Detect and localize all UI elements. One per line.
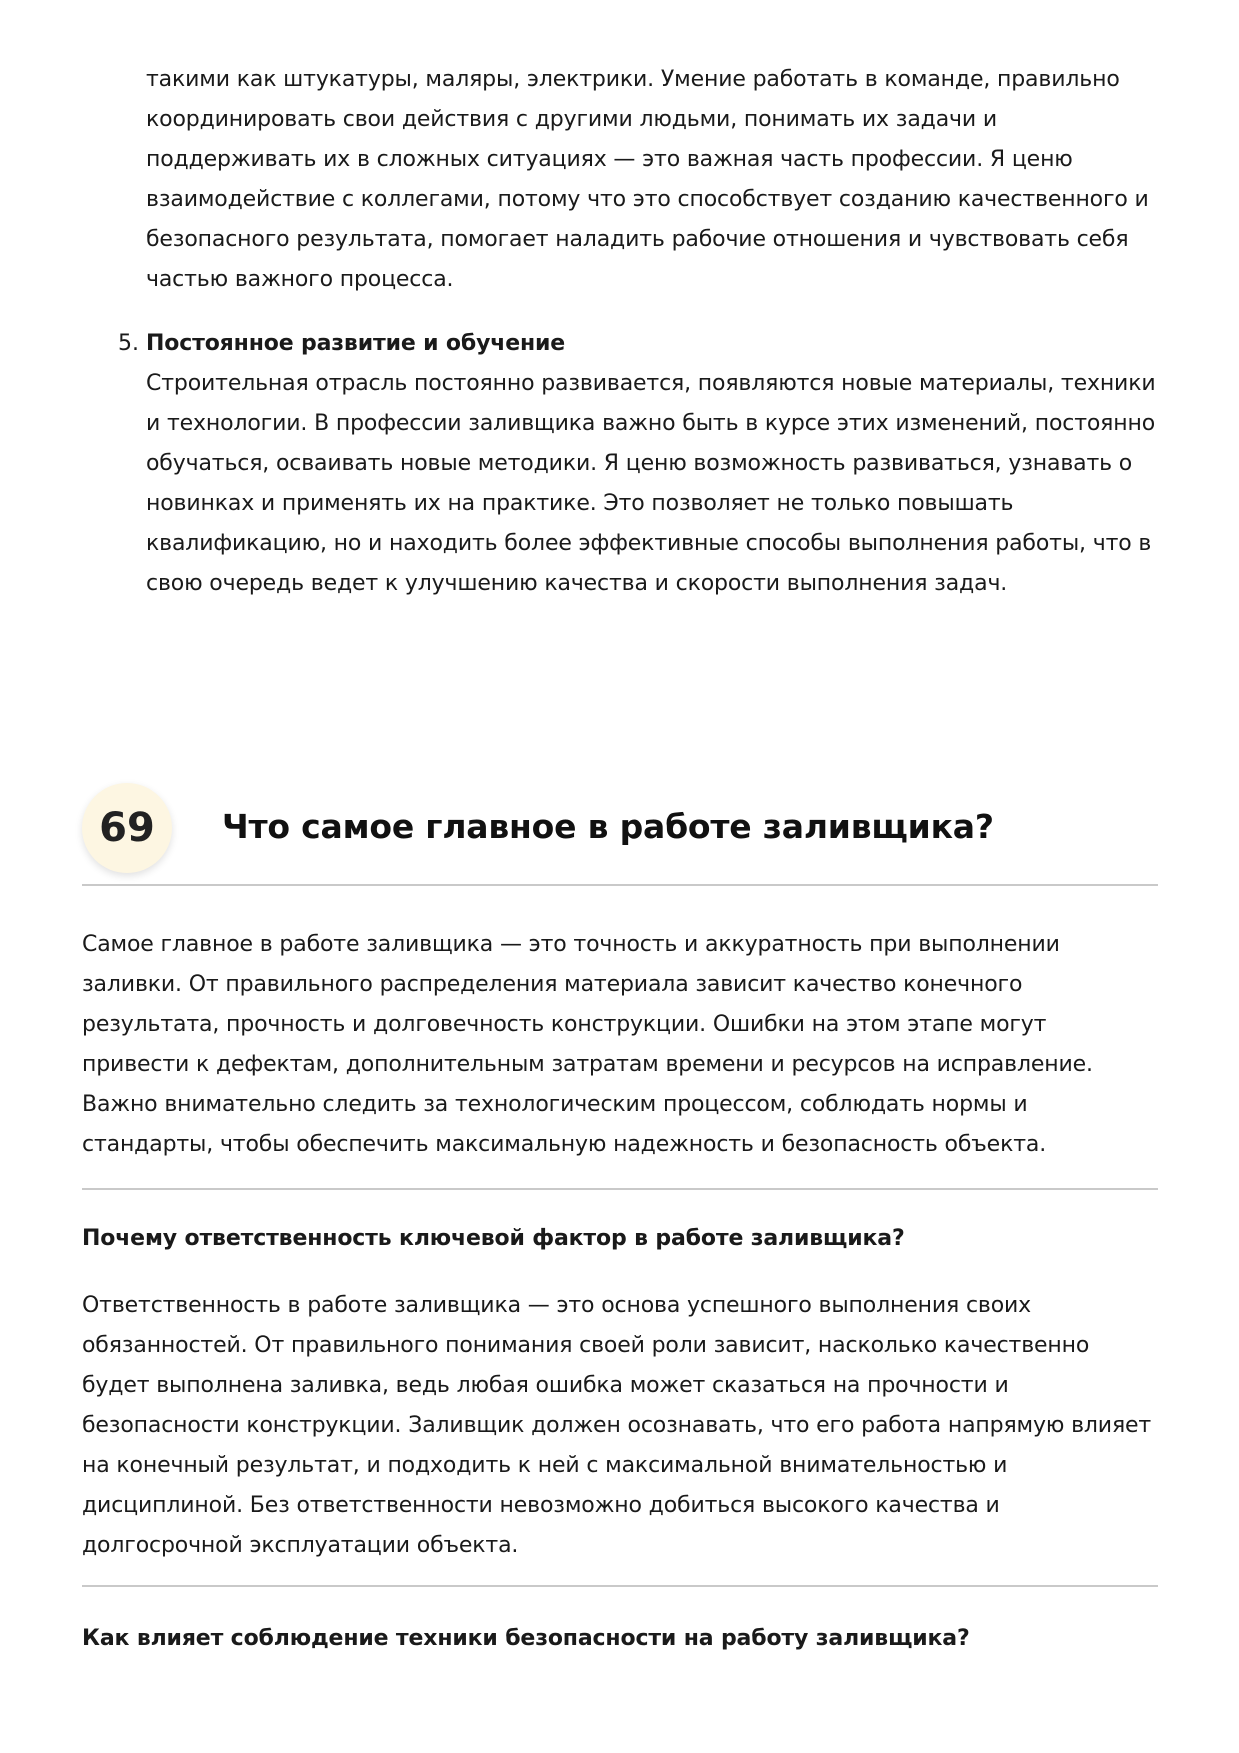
sub-question-title: Почему ответственность ключевой фактор в работе заливщика? — [82, 1226, 905, 1251]
section-title: Что самое главное в работе заливщика? — [222, 807, 994, 846]
list-item — [118, 324, 1162, 604]
list-item-text: Строительная отрасль постоянно развивается, появляются новые материалы, техники и технологии. В профессии заливщика важно быть в курсе этих изменений, постоянно обучаться, осваивать новые методики. Я ценю возможность развиваться, узнавать о новинках и применять их на практике. Это позволяет не только повышать квалификацию, но и находить более эффективные способы выполнения работы, что в свою очередь ведет к улучшению качества и скорости выполнения задач. — [146, 371, 1156, 596]
question-number-badge: 69 — [82, 783, 172, 873]
list-item-number: 5. — [118, 331, 139, 356]
divider — [82, 1585, 1158, 1587]
list-continued-text: такими как штукатуры, маляры, электрики. Умение работать в команде, правильно координировать свои действия с другими людьми, понимать их задачи и поддерживать их в сложных ситуациях — это важная часть профессии. Я ценю взаимодействие с коллегами, потому что это способствует созданию качественного и безопасного результата, помогает наладить рабочие отношения и чувствовать себя частью важного процесса. — [146, 67, 1149, 292]
sub-question-title: Как влияет соблюдение техники безопасности на работу заливщика? — [82, 1626, 970, 1651]
sub-question-paragraph: Ответственность в работе заливщика — это основа успешного выполнения своих обязанностей. От правильного понимания своей роли зависит, насколько качественно будет выполнена заливка, ведь любая ошибка может сказаться на прочности и безопасности конструкции. Заливщик должен осознавать, что его работа напрямую влияет на конечный результат, и подходить к ней с максимальной внимательностью и дисциплиной. Без ответственности невозможно добиться высокого качества и долгосрочной эксплуатации объекта. — [82, 1293, 1152, 1558]
answer-paragraph: Самое главное в работе заливщика — это точность и аккуратность при выполнении заливки. От правильного распределения материала зависит качество конечного результата, прочность и долговечность конструкции. Ошибки на этом этапе могут привести к дефектам, дополнительным затратам времени и ресурсов на исправление. Важно внимательно следить за технологическим процессом, соблюдать нормы и стандарты, чтобы обеспечить максимальную надежность и безопасность объекта. — [82, 932, 1093, 1157]
divider — [82, 1188, 1158, 1190]
sub-question-answer — [82, 1286, 1158, 1566]
numbered-list — [118, 60, 1162, 604]
sub-question — [82, 1619, 1158, 1659]
sub-question — [82, 1219, 1158, 1259]
list-item-title: Постоянное развитие и обучение — [146, 331, 566, 356]
divider — [82, 884, 1158, 886]
section-answer — [82, 925, 1158, 1165]
section-header — [82, 772, 1158, 884]
